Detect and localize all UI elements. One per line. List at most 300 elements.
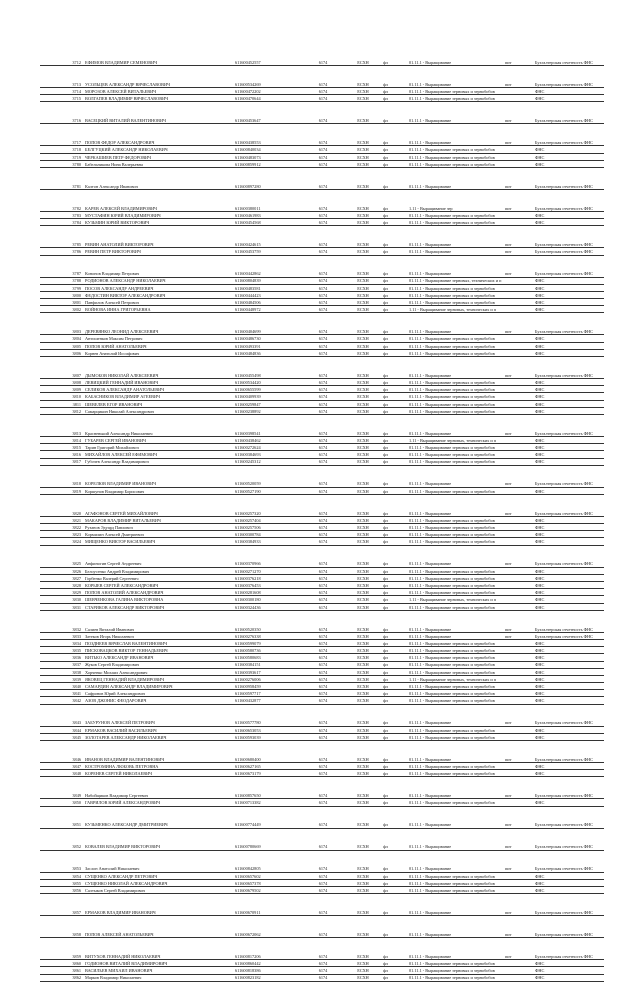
report-type-cell: ФНС [534, 639, 604, 646]
extra-cell [504, 219, 534, 226]
report-type-cell: ФНС [534, 574, 604, 581]
taxpayer-name: ШЕВЧЕНКОВА ГАЛИНА ВИКТОРОВНА [84, 596, 234, 603]
extra-cell [504, 589, 534, 596]
row-number: 3825 [40, 545, 84, 567]
report-type-cell: ФНС [534, 444, 604, 451]
row-number: 3810 [40, 393, 84, 400]
inn-cell: 611600384151 [234, 661, 302, 668]
taxpayer-name: Антошенков Максим Петрович [84, 335, 234, 342]
row-number: 3851 [40, 806, 84, 828]
report-type-cell: ФНС [534, 960, 604, 967]
inn-cell: 611600453759 [234, 248, 302, 255]
tax-system-cell: ЕСХН [344, 451, 382, 458]
inn-cell: 611600580736 [234, 647, 302, 654]
report-type-cell: Бухгалтерская отчетность ФНС [534, 226, 604, 248]
taxpayer-type-cell: фл [382, 733, 408, 740]
okved-cell: 1.11 - Выращивание зерновых, технических и п [408, 436, 504, 443]
inn-cell: 611600472202 [234, 88, 302, 95]
report-type-cell: ФНС [534, 763, 604, 770]
row-number: 3781 [40, 167, 84, 189]
tax-system-cell: ЕСХН [344, 675, 382, 682]
table-row [40, 741, 604, 763]
inn-cell: 611600461983 [234, 211, 302, 218]
report-type-cell: ФНС [534, 146, 604, 153]
taxpayer-name: ЕРМАКОВ ВЛАДИМИР ИВАНОВИЧ [84, 894, 234, 916]
taxpayer-type-cell: фл [382, 255, 408, 277]
table-row [40, 44, 604, 66]
okved-cell: 01.11.1 - Выращивание [408, 494, 504, 516]
report-type-cell: ФНС [534, 436, 604, 443]
report-type-cell: ФНС [534, 211, 604, 218]
taxpayer-name: Анфиногин Сергей Андреевич [84, 545, 234, 567]
code-cell: 6174 [302, 683, 344, 690]
taxpayer-name: ИВАНОВ ВЛАДИМИР ВАЛЕНТИНОВИЧ [84, 741, 234, 763]
tax-system-cell: ЕСХН [344, 763, 382, 770]
report-type-cell: ФНС [534, 335, 604, 342]
taxpayer-name: Корнев Анатолий Иосифович [84, 349, 234, 356]
table-row [40, 349, 604, 356]
okved-cell: 01.11.1 - Выращивание зерновых и зернобобов [408, 291, 504, 298]
tax-system-cell: ЕСХН [344, 255, 382, 277]
okved-cell: 01.11.1 - Выращивание [408, 545, 504, 567]
taxpayer-type-cell: фл [382, 153, 408, 160]
extra-cell [504, 95, 534, 102]
row-number: 3831 [40, 603, 84, 610]
taxpayer-type-cell: фл [382, 799, 408, 806]
tax-system-cell: ЕСХН [344, 160, 382, 167]
tax-system-cell: ЕСХН [344, 44, 382, 66]
report-type-cell: Бухгалтерская отчетность ФНС [534, 124, 604, 146]
taxpayer-type-cell: фл [382, 647, 408, 654]
report-type-cell: ФНС [534, 393, 604, 400]
row-number: 3783 [40, 211, 84, 218]
inn-cell: 611600780669 [234, 828, 302, 850]
inn-cell: 611600384933 [234, 538, 302, 545]
okved-cell: 01.11.1 - Выращивание зерновых и зернобобов [408, 647, 504, 654]
code-cell: 6174 [302, 639, 344, 646]
okved-cell: 01.11.1 - Выращивание зерновых и зернобобов [408, 733, 504, 740]
taxpayer-type-cell: фл [382, 436, 408, 443]
taxpayer-type-cell: фл [382, 516, 408, 523]
report-type-cell: ФНС [534, 379, 604, 386]
taxpayer-type-cell: фл [382, 654, 408, 661]
taxpayer-name: ПОПОВ ФЕДОР АЛЕКСАНДРОВИЧ [84, 124, 234, 146]
taxpayer-name: ДЫМОБОВ НИКОЛАЙ АЛЕКСЕЕВИЧ [84, 357, 234, 379]
inn-cell: 611600860442 [234, 960, 302, 967]
taxpayer-name: Жуков Сергей Владимирович [84, 661, 234, 668]
table-row [40, 451, 604, 458]
report-type-cell: ФНС [534, 799, 604, 806]
taxpayer-name: ЗОЛОТАРЕВ АЛЕКСАНДР НИКОЛАЕВИЧ [84, 733, 234, 740]
extra-cell [504, 458, 534, 465]
taxpayer-name: ПОПОВ ЮРИЙ АНАТОЛЬЕВИЧ [84, 342, 234, 349]
inn-cell: 611600958459 [234, 683, 302, 690]
code-cell: 6174 [302, 436, 344, 443]
row-number: 3845 [40, 733, 84, 740]
table-row [40, 160, 604, 167]
extra-cell [504, 146, 534, 153]
extra-cell: пит [504, 828, 534, 850]
taxpayer-name: ПИСКОВАЦКОВ ВИКТОР ГЕННАДЬЕВИЧ [84, 647, 234, 654]
okved-cell: 01.11.1 - Выращивание зерновых и зернобобов [408, 589, 504, 596]
taxpayer-type-cell: фл [382, 393, 408, 400]
tax-system-cell: ЕСХН [344, 690, 382, 697]
table-row [40, 248, 604, 255]
tax-system-cell: ЕСХН [344, 342, 382, 349]
taxpayer-type-cell: фл [382, 886, 408, 893]
inn-cell: 611600300784 [234, 531, 302, 538]
taxpayer-type-cell: фл [382, 938, 408, 960]
taxpayer-name: ГАВРИЛОВ ЮРИЙ АЛЕКСАНДРОВИЧ [84, 799, 234, 806]
okved-cell: 01.11.1 - Выращивание зерновых и зернобобов [408, 872, 504, 879]
taxpayer-name: РОДИОНОВ АЛЕКСАНДР НИКОЛАЕВИЧ [84, 277, 234, 284]
tax-system-cell: ЕСХН [344, 189, 382, 211]
report-type-cell: ФНС [534, 400, 604, 407]
report-type-cell: ФНС [534, 683, 604, 690]
row-number: 3848 [40, 770, 84, 777]
taxpayer-type-cell: фл [382, 668, 408, 675]
row-number: 3820 [40, 494, 84, 516]
inn-cell: 611600257506 [234, 524, 302, 531]
code-cell: 6174 [302, 226, 344, 248]
code-cell: 6174 [302, 632, 344, 639]
taxpayer-name: ЗАБУРУНОВ АЛЕКСЕЙ ПЕТРОВИЧ [84, 704, 234, 726]
taxpayer-name: МИЩЕНКО ВИКТОР ВАСИЛЬЕВИЧ [84, 538, 234, 545]
report-type-cell: ФНС [534, 726, 604, 733]
table-row [40, 886, 604, 893]
code-cell: 6174 [302, 444, 344, 451]
taxpayer-type-cell: фл [382, 538, 408, 545]
taxpayer-name: Самарцикин Николай Александрович [84, 407, 234, 414]
row-number: 3782 [40, 189, 84, 211]
table-row [40, 226, 604, 248]
extra-cell [504, 974, 534, 981]
okved-cell: 01.11.1 - Выращивание зерновых и зернобобов [408, 146, 504, 153]
okved-cell: 01.11.1 - Выращивание зерновых и зернобобов [408, 879, 504, 886]
row-number: 3829 [40, 589, 84, 596]
extra-cell [504, 668, 534, 675]
okved-cell: 01.11.1 - Выращивание зерновых и зернобобов [408, 668, 504, 675]
okved-cell: 01.11.1 - Выращивание зерновых и зернобобов [408, 160, 504, 167]
taxpayer-name: ПОПОВ АНАТОЛИЙ АЛЕКСАНДРОВИЧ [84, 589, 234, 596]
extra-cell [504, 299, 534, 306]
row-number: 3802 [40, 306, 84, 313]
code-cell: 6174 [302, 886, 344, 893]
okved-cell: 01.11.1 - Выращивание зерновых и зернобобов [408, 603, 504, 610]
inn-cell: 611600842805 [234, 850, 302, 872]
report-type-cell: ФНС [534, 487, 604, 494]
taxpayer-name: Затеков Игорь Николаевич [84, 632, 234, 639]
row-number: 3828 [40, 582, 84, 589]
taxpayer-name: КОРЕЛЮВ ВЛАДИМИР ИВАНОВИЧ [84, 465, 234, 487]
tax-system-cell: ЕСХН [344, 386, 382, 393]
extra-cell: пит [504, 465, 534, 487]
okved-cell: 01.11.1 - Выращивание зерновых и зернобобов [408, 153, 504, 160]
tax-system-cell: ЕСХН [344, 777, 382, 799]
report-type-cell: ФНС [534, 342, 604, 349]
extra-cell [504, 349, 534, 356]
table-row [40, 66, 604, 88]
okved-cell: 01.11.1 - Выращивание зерновых и зернобобов [408, 763, 504, 770]
extra-cell: пит [504, 357, 534, 379]
okved-cell: 01.11.1 - Выращивание [408, 916, 504, 938]
tax-system-cell: ЕСХН [344, 299, 382, 306]
okved-cell: 01.11.1 - Выращивание зерновых и зернобобов [408, 967, 504, 974]
report-type-cell: ФНС [534, 451, 604, 458]
okved-cell: 1.11 - Выращивание зерновых, технических и п [408, 675, 504, 682]
inn-cell: 611600804839 [234, 277, 302, 284]
table-row [40, 777, 604, 799]
code-cell: 6174 [302, 777, 344, 799]
extra-cell: пит [504, 806, 534, 828]
tax-system-cell: ЕСХН [344, 146, 382, 153]
inn-cell: 611600452557 [234, 44, 302, 66]
extra-cell [504, 639, 534, 646]
tax-system-cell: ЕСХН [344, 610, 382, 632]
code-cell: 6174 [302, 960, 344, 967]
tax-system-cell: ЕСХН [344, 697, 382, 704]
tax-system-cell: ЕСХН [344, 872, 382, 879]
okved-cell: 01.11.1 - Выращивание [408, 704, 504, 726]
row-number: 3817 [40, 458, 84, 465]
taxpayer-type-cell: фл [382, 603, 408, 610]
table-row [40, 124, 604, 146]
inn-cell: 611600409939 [234, 393, 302, 400]
inn-cell: 611600657602 [234, 872, 302, 879]
inn-cell: 611600520059 [234, 465, 302, 487]
report-type-cell: ФНС [534, 516, 604, 523]
okved-cell: 01.11.1 - Выращивание [408, 894, 504, 916]
extra-cell: пит [504, 189, 534, 211]
code-cell: 6174 [302, 219, 344, 226]
inn-cell: 611600484836 [234, 349, 302, 356]
code-cell: 6174 [302, 610, 344, 632]
okved-cell: 01.11.1 - Выращивание зерновых и зернобобов [408, 524, 504, 531]
inn-cell: 611600276006 [234, 675, 302, 682]
tax-system-cell: ЕСХН [344, 916, 382, 938]
row-number: 3823 [40, 531, 84, 538]
taxpayer-name: Салтыков Сергей Владимирович [84, 886, 234, 893]
report-type-cell: Бухгалтерская отчетность ФНС [534, 167, 604, 189]
inn-cell: 611600672062 [234, 916, 302, 938]
taxpayer-name: ФЕДОСТИН ВИКТОР АЛЕКСАНДРОВИЧ [84, 291, 234, 298]
taxpayer-name: ЕФИМОВ ВЛАДИМИР СЕМЕНОВИЧ [84, 44, 234, 66]
table-row [40, 299, 604, 306]
tax-system-cell: ЕСХН [344, 639, 382, 646]
extra-cell [504, 967, 534, 974]
okved-cell: 01.11.1 - Выращивание [408, 741, 504, 763]
report-type-cell: ФНС [534, 770, 604, 777]
table-row [40, 335, 604, 342]
code-cell: 6174 [302, 400, 344, 407]
extra-cell [504, 153, 534, 160]
taxpayer-name: Набойщиков Владимир Сергеевич [84, 777, 234, 799]
inn-cell: 611600817206 [234, 938, 302, 960]
report-type-cell: Бухгалтерская отчетность ФНС [534, 545, 604, 567]
report-type-cell: ФНС [534, 153, 604, 160]
code-cell: 6174 [302, 806, 344, 828]
row-number: 3805 [40, 342, 84, 349]
taxpayer-type-cell: фл [382, 487, 408, 494]
inn-cell: 611600534269 [234, 66, 302, 88]
inn-cell: 611600380011 [234, 189, 302, 211]
report-type-cell: ФНС [534, 697, 604, 704]
table-row [40, 167, 604, 189]
row-number: 3858 [40, 916, 84, 938]
row-number: 3712 [40, 44, 84, 66]
row-number: 3803 [40, 313, 84, 335]
inn-cell: 611600627165 [234, 763, 302, 770]
tax-system-cell: ЕСХН [344, 647, 382, 654]
extra-cell [504, 386, 534, 393]
extra-cell: пит [504, 741, 534, 763]
table-row [40, 938, 604, 960]
inn-cell: 611600486730 [234, 335, 302, 342]
report-type-cell: Бухгалтерская отчетность ФНС [534, 414, 604, 436]
taxpayer-name: Губочев Александр Владимирович [84, 458, 234, 465]
taxpayer-type-cell: фл [382, 632, 408, 639]
inn-cell: 611600823182 [234, 974, 302, 981]
taxpayer-name: МОРОЗОВ АЛЕКСЕЙ ВИТАЛЬЕВИЧ [84, 88, 234, 95]
extra-cell [504, 277, 534, 284]
taxpayer-type-cell: фл [382, 400, 408, 407]
row-number: 3840 [40, 683, 84, 690]
code-cell: 6174 [302, 451, 344, 458]
report-type-cell: Бухгалтерская отчетность ФНС [534, 357, 604, 379]
table-row [40, 538, 604, 545]
table-row [40, 632, 604, 639]
code-cell: 6174 [302, 414, 344, 436]
report-type-cell: Бухгалтерская отчетность ФНС [534, 44, 604, 66]
row-number: 3808 [40, 379, 84, 386]
inn-cell: 611600257320 [234, 494, 302, 516]
okved-cell: 01.11.1 - Выращивание зерновых и зернобобов [408, 799, 504, 806]
taxpayer-type-cell: фл [382, 690, 408, 697]
extra-cell [504, 661, 534, 668]
row-number: 3812 [40, 407, 84, 414]
extra-cell [504, 284, 534, 291]
code-cell: 6174 [302, 487, 344, 494]
taxpayer-type-cell: фл [382, 661, 408, 668]
extra-cell [504, 160, 534, 167]
row-number: 3715 [40, 95, 84, 102]
report-type-cell: ФНС [534, 567, 604, 574]
row-number: 3780 [40, 160, 84, 167]
taxpayer-name: РЕВИН ПЕТР ВИКТОРОВИЧ [84, 248, 234, 255]
code-cell: 6174 [302, 690, 344, 697]
inn-cell: 611600453647 [234, 102, 302, 124]
code-cell: 6174 [302, 661, 344, 668]
code-cell: 6174 [302, 538, 344, 545]
row-number: 3837 [40, 661, 84, 668]
code-cell: 6174 [302, 974, 344, 981]
tax-system-cell: ЕСХН [344, 567, 382, 574]
okved-cell: 01.11.1 - Выращивание [408, 226, 504, 248]
table-row [40, 458, 604, 465]
taxpayer-name: ГОДИОНОВ ВИТАЛИЙ ВЛАДИМИРОВИЧ [84, 960, 234, 967]
code-cell: 6174 [302, 379, 344, 386]
table-row [40, 306, 604, 313]
tax-system-cell: ЕСХН [344, 153, 382, 160]
taxpayer-type-cell: фл [382, 806, 408, 828]
report-type-cell: Бухгалтерская отчетность ФНС [534, 248, 604, 255]
table-row [40, 879, 604, 886]
code-cell: 6174 [302, 516, 344, 523]
tax-system-cell: ЕСХН [344, 704, 382, 726]
taxpayer-type-cell: фл [382, 284, 408, 291]
report-type-cell: ФНС [534, 531, 604, 538]
okved-cell: 01.11.1 - Выращивание зерновых и зернобобов [408, 458, 504, 465]
inn-cell: 611600670911 [234, 894, 302, 916]
row-number: 3833 [40, 632, 84, 639]
extra-cell [504, 654, 534, 661]
table-row [40, 465, 604, 487]
row-number: 3822 [40, 524, 84, 531]
okved-cell: 01.11.1 - Выращивание [408, 938, 504, 960]
taxpayer-name: КОСТРОМИНА ЛЮБОВЬ ПЕТРОВНА [84, 763, 234, 770]
row-number: 3836 [40, 654, 84, 661]
table-row [40, 146, 604, 153]
table-row [40, 516, 604, 523]
extra-cell [504, 451, 534, 458]
taxpayer-name: КОВАЛЕВ ВЛАДИМИР ВИКТОРОВИЧ [84, 828, 234, 850]
table-row [40, 524, 604, 531]
table-row [40, 654, 604, 661]
row-number: 3861 [40, 967, 84, 974]
okved-cell: 01.11.1 - Выращивание [408, 255, 504, 277]
code-cell: 6174 [302, 407, 344, 414]
report-type-cell: ФНС [534, 733, 604, 740]
taxpayer-name: ПОСОВ АЛЕКСАНДР АНДРЕЕВИЧ [84, 284, 234, 291]
inn-cell: 611600271270 [234, 567, 302, 574]
report-type-cell: ФНС [534, 589, 604, 596]
taxpayer-type-cell: фл [382, 189, 408, 211]
code-cell: 6174 [302, 916, 344, 938]
okved-cell: 01.11.1 - Выращивание зерновых и зернобобов [408, 386, 504, 393]
code-cell: 6174 [302, 733, 344, 740]
report-type-cell: ФНС [534, 277, 604, 284]
taxpayer-name: ВАСЕЦКИЙ ВИТАЛИЙ ВАЛЕНТИНОВИЧ [84, 102, 234, 124]
report-type-cell: ФНС [534, 219, 604, 226]
report-type-cell: ФНС [534, 879, 604, 886]
okved-cell: 01.11.1 - Выращивание зерновых и зернобобов [408, 960, 504, 967]
okved-cell: 01.11.1 - Выращивание зерновых и зернобобов [408, 661, 504, 668]
report-type-cell: ФНС [534, 582, 604, 589]
inn-cell: 611600653053 [234, 726, 302, 733]
row-number: 3814 [40, 436, 84, 443]
code-cell: 6174 [302, 393, 344, 400]
taxpayer-type-cell: фл [382, 95, 408, 102]
tax-system-cell: ЕСХН [344, 219, 382, 226]
okved-cell: 01.11.1 - Выращивание зерновых и зернобобов [408, 284, 504, 291]
table-row [40, 916, 604, 938]
report-type-cell: Бухгалтерская отчетность ФНС [534, 938, 604, 960]
table-row [40, 487, 604, 494]
inn-cell: 611600376218 [234, 574, 302, 581]
code-cell: 6174 [302, 697, 344, 704]
taxpayer-type-cell: фл [382, 531, 408, 538]
taxpayer-type-cell: фл [382, 610, 408, 632]
taxpayer-name: КУЗЬМИН ЮРИЙ ВИКТОРОВИЧ [84, 219, 234, 226]
code-cell: 6174 [302, 102, 344, 124]
tax-system-cell: ЕСХН [344, 974, 382, 981]
taxpayer-type-cell: фл [382, 88, 408, 95]
tax-system-cell: ЕСХН [344, 886, 382, 893]
row-number: 3860 [40, 960, 84, 967]
taxpayer-name: АЗОВ ДЖОНИС ФЕОДАРОВИЧ [84, 697, 234, 704]
row-number: 3719 [40, 153, 84, 160]
row-number: 3787 [40, 255, 84, 277]
